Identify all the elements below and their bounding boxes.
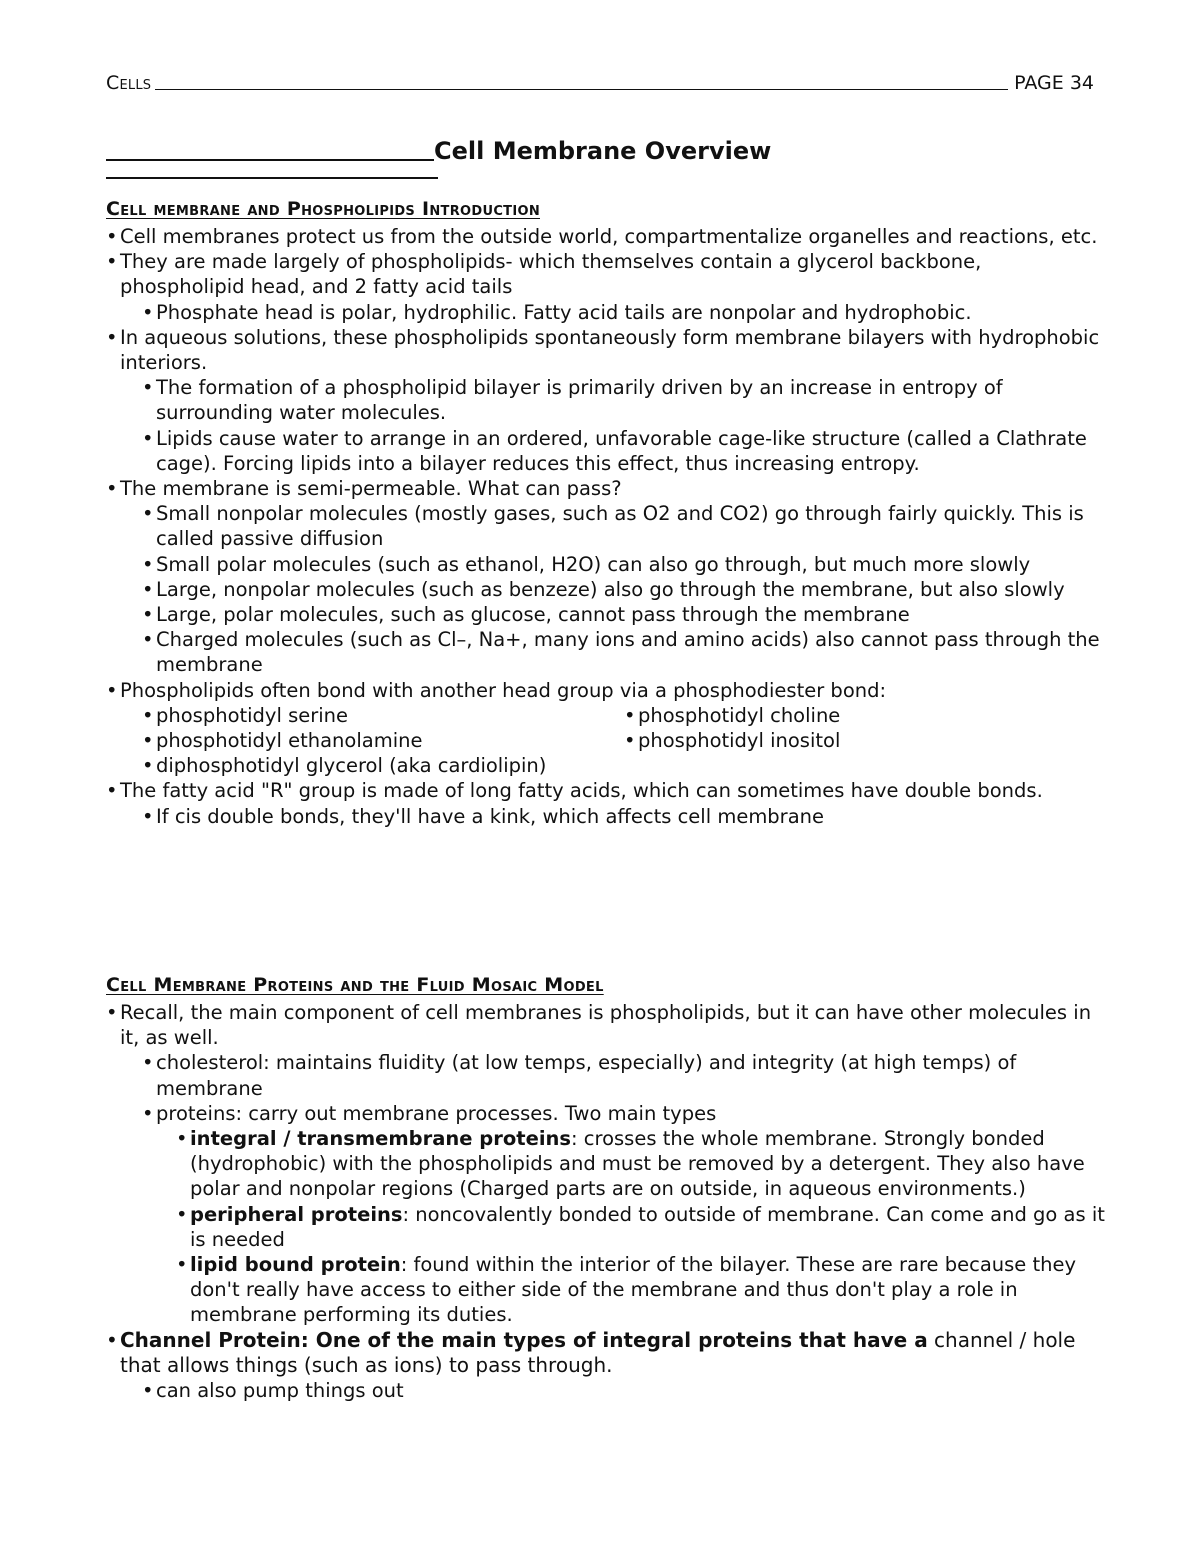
list-item: • diphosphotidyl glycerol (aka cardiolipin): [142, 753, 1106, 778]
list-item: • phosphotidyl choline: [624, 703, 1106, 728]
header-section-label: Cells: [106, 72, 152, 94]
list-item-lipid-bound: [176, 1252, 1106, 1328]
list-item: • The fatty acid "R" group is made of long fatty acids, which can sometimes have double bonds.: [106, 778, 1106, 803]
section-heading-phospholipids: Cell membrane and Phospholipids Introduction: [106, 198, 540, 220]
section-proteins-content: [106, 1000, 1106, 1403]
section-heading-proteins: Cell Membrane Proteins and the Fluid Mosaic Model: [106, 974, 604, 996]
head-group-list-row: [142, 703, 1106, 728]
list-item: • If cis double bonds, they'll have a kink, which affects cell membrane: [142, 804, 1106, 829]
title-row: [106, 136, 806, 166]
term-peripheral: peripheral proteins: [190, 1202, 403, 1226]
page-header: [106, 70, 1094, 94]
desc-channel: channel / hole that allows things (such as ions) to pass through.: [120, 1327, 1076, 1377]
page-title: Cell Membrane Overview: [434, 137, 772, 165]
list-item: • Small nonpolar molecules (mostly gases, such as O2 and CO2) go through fairly quickly. This is called passive diffusion: [142, 501, 1106, 551]
desc-integral: : crosses the whole membrane. Strongly bonded (hydrophobic) with the phospholipids and must be removed by a detergent. They also have polar and nonpolar regions (Charged parts are on outside, in aqueous environments.): [190, 1127, 1085, 1201]
list-item: • cholesterol: maintains fluidity (at low temps, especially) and integrity (at high temps) of membrane: [142, 1050, 1106, 1100]
list-item: • Small polar molecules (such as ethanol, H2O) can also go through, but much more slowly: [142, 552, 1106, 577]
list-item: • The formation of a phospholipid bilayer is primarily driven by an increase in entropy of surrounding water molecules.: [142, 375, 1106, 425]
header-rule: [155, 89, 1008, 90]
list-item: • phosphotidyl inositol: [624, 728, 1106, 753]
list-item: • Large, nonpolar molecules (such as benzeze) also go through the membrane, but also slowly: [142, 577, 1106, 602]
title-rule-below: [106, 177, 438, 179]
list-item: • proteins: carry out membrane processes. Two main types: [142, 1101, 1106, 1126]
list-item: • Large, polar molecules, such as glucose, cannot pass through the membrane: [142, 602, 1106, 627]
list-item: • Phosphate head is polar, hydrophilic. Fatty acid tails are nonpolar and hydrophobic.: [142, 300, 1106, 325]
list-item: • Cell membranes protect us from the outside world, compartmentalize organelles and reactions, etc.: [106, 224, 1106, 249]
list-item-integral: [176, 1126, 1106, 1202]
list-item: • The membrane is semi-permeable. What can pass?: [106, 476, 1106, 501]
list-item: • Phospholipids often bond with another head group via a phosphodiester bond:: [106, 678, 1106, 703]
desc-lipid-bound: : found within the interior of the bilayer. These are rare because they don't really have access to either side of the membrane and thus don't play a role in membrane performing its duties.: [190, 1253, 1077, 1327]
list-item-channel: [106, 1328, 1106, 1378]
term-integral: integral / transmembrane proteins: [190, 1127, 572, 1151]
list-item: • Charged molecules (such as Cl–, Na+, many ions and amino acids) also cannot pass through the membrane: [142, 627, 1106, 677]
list-item: • can also pump things out: [142, 1378, 1106, 1403]
list-item: • In aqueous solutions, these phospholipids spontaneously form membrane bilayers with hydrophobic interiors.: [106, 325, 1106, 375]
title-rule-left: [106, 159, 434, 161]
list-item: • phosphotidyl serine: [142, 703, 624, 728]
head-group-list-row: [142, 728, 1106, 753]
page-number: PAGE 34: [1014, 72, 1094, 94]
list-item: • phosphotidyl ethanolamine: [142, 728, 624, 753]
desc-peripheral: : noncovalently bonded to outside of membrane. Can come and go as it is needed: [190, 1202, 1105, 1251]
term-lipid-bound: lipid bound protein: [190, 1253, 401, 1277]
list-item-peripheral: [176, 1202, 1106, 1252]
list-item: • Recall, the main component of cell membranes is phospholipids, but it can have other molecules in it, as well.: [106, 1000, 1106, 1050]
list-item: • They are made largely of phospholipids- which themselves contain a glycerol backbone, phospholipid head, and 2 fatty acid tails: [106, 249, 1106, 299]
term-channel: Channel Protein: One of the main types of integral proteins that have a: [120, 1327, 928, 1352]
list-item: • Lipids cause water to arrange in an ordered, unfavorable cage-like structure (called a Clathrate cage). Forcing lipids into a bilayer reduces this effect, thus increasing entropy.: [142, 426, 1106, 476]
section-phospholipids-content: [106, 224, 1106, 829]
